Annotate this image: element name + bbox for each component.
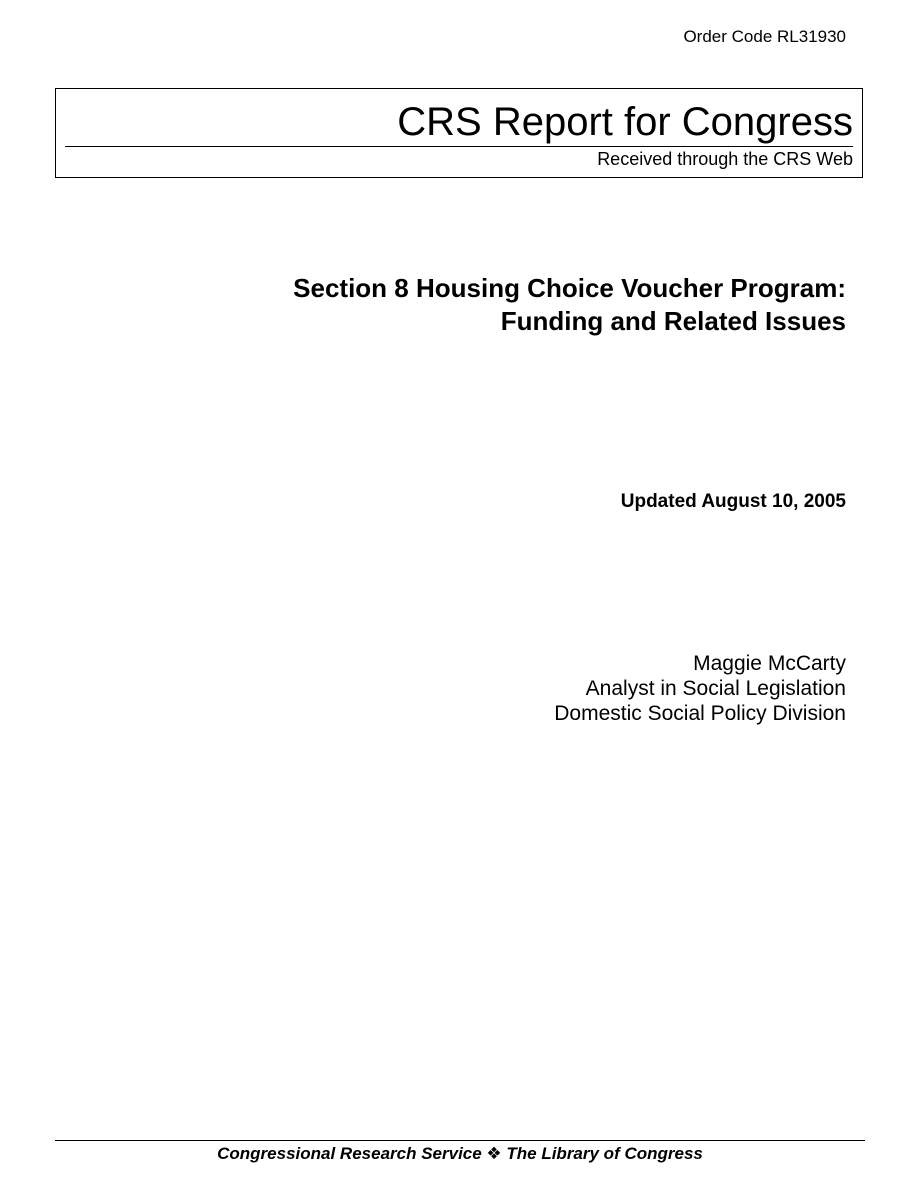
- author-name: Maggie McCarty: [693, 652, 846, 675]
- author-division: Domestic Social Policy Division: [554, 702, 846, 725]
- header-divider: [65, 146, 853, 147]
- footer-text: Congressional Research Service ❖ The Library of Congress: [217, 1144, 703, 1163]
- document-title-line: Funding and Related Issues: [500, 306, 846, 336]
- report-header-title: CRS Report for Congress: [397, 100, 853, 144]
- author-block: [554, 651, 846, 726]
- updated-date: Updated August 10, 2005: [620, 491, 846, 512]
- report-header-subtitle: Received through the CRS Web: [597, 149, 853, 169]
- footer-divider: [55, 1140, 865, 1141]
- author-position: Analyst in Social Legislation: [585, 677, 846, 700]
- order-code: Order Code RL31930: [683, 27, 846, 46]
- document-title-line: Section 8 Housing Choice Voucher Program:: [293, 273, 846, 303]
- document-title: [293, 272, 846, 338]
- report-header-box: [55, 88, 863, 178]
